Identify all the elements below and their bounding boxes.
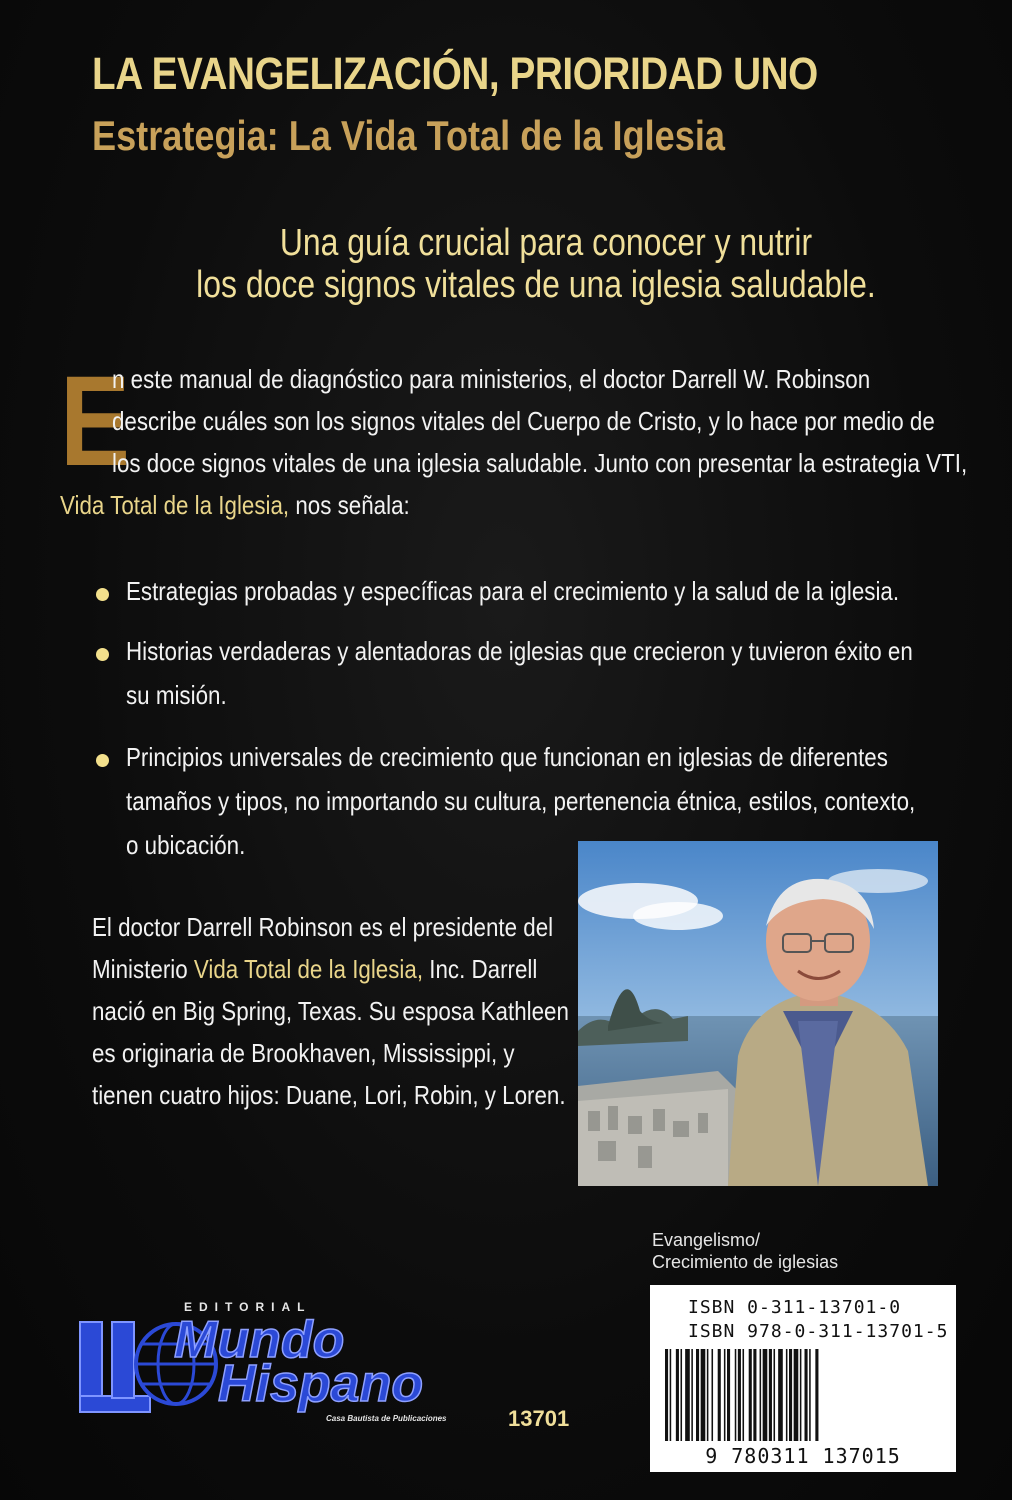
bullet-dot-icon: [96, 754, 109, 767]
publisher-logo: [78, 1300, 478, 1430]
bio-line-1: El doctor Darrell Robinson es el presidente del: [92, 912, 554, 942]
bullet-dot-icon: [96, 588, 109, 601]
book-subtitle: Estrategia: La Vida Total de la Iglesia: [92, 112, 725, 159]
tagline-line-1: Una guía crucial para conocer y nutrir: [279, 222, 813, 264]
publisher-editorial: EDITORIAL: [184, 1300, 312, 1314]
bio-line-5: tienen cuatro hijos: Duane, Lori, Robin, y Loren.: [92, 1080, 566, 1110]
bullet-3-line-1: Principios universales de crecimiento que funcionan en iglesias de diferentes: [126, 742, 888, 772]
intro-line-4-rest: nos señala:: [289, 490, 410, 520]
barcode-panel: [650, 1285, 956, 1472]
bullet-3-line-2: tamaños y tipos, no importando su cultura, pertenencia étnica, estilos, contexto,: [126, 786, 916, 816]
bullet-dot-icon: [96, 648, 109, 661]
bio-line-3: nació en Big Spring, Texas. Su esposa Kathleen: [92, 996, 569, 1026]
bullet-1-line-1: Estrategias probadas y específicas para el crecimiento y la salud de la iglesia.: [126, 576, 900, 606]
intro-line-2: describe cuáles son los signos vitales del Cuerpo de Cristo, y lo hace por medio de: [112, 406, 935, 436]
product-code: 13701: [508, 1406, 570, 1431]
bio-line-2: [92, 954, 537, 985]
tagline-line-2: los doce signos vitales de una iglesia saludable.: [196, 264, 876, 306]
author-photo: [578, 841, 938, 1186]
intro-highlight: Vida Total de la Iglesia,: [60, 490, 290, 520]
publisher-name-line-1: Mundo: [174, 1311, 345, 1369]
publisher-tagline: Casa Bautista de Publicaciones: [326, 1414, 447, 1423]
intro-line-3: los doce signos vitales de una iglesia saludable. Junto con presentar la estrategia VTI,: [112, 448, 968, 478]
bullet-2-line-1: Historias verdaderas y alentadoras de iglesias que crecieron y tuvieron éxito en: [126, 636, 913, 666]
isbn-10: ISBN 0-311-13701-0: [688, 1297, 902, 1318]
bullet-2-line-2: su misión.: [126, 680, 227, 710]
barcode-digits: 9 780311 137015: [705, 1444, 901, 1468]
intro-line-4: [60, 490, 410, 521]
category-line-2: Crecimiento de iglesias: [652, 1252, 839, 1272]
bio-line-2-b: Inc. Darrell: [423, 954, 538, 984]
barcode-bars: [665, 1349, 941, 1441]
bio-line-2-a: Ministerio: [92, 954, 194, 984]
bullet-3-line-3: o ubicación.: [126, 830, 246, 860]
category-line-1: Evangelismo/: [652, 1230, 761, 1250]
publisher-name-line-2: Hispano: [218, 1355, 424, 1413]
intro-line-1: n este manual de diagnóstico para ministerios, el doctor Darrell W. Robinson: [112, 364, 871, 394]
drop-cap: E: [60, 350, 131, 493]
bio-highlight: Vida Total de la Iglesia,: [193, 954, 424, 984]
book-title: LA EVANGELIZACIÓN, PRIORIDAD UNO: [92, 48, 818, 99]
isbn-13: ISBN 978-0-311-13701-5: [688, 1321, 949, 1342]
bio-line-4: es originaria de Brookhaven, Mississippi, y: [92, 1038, 515, 1068]
